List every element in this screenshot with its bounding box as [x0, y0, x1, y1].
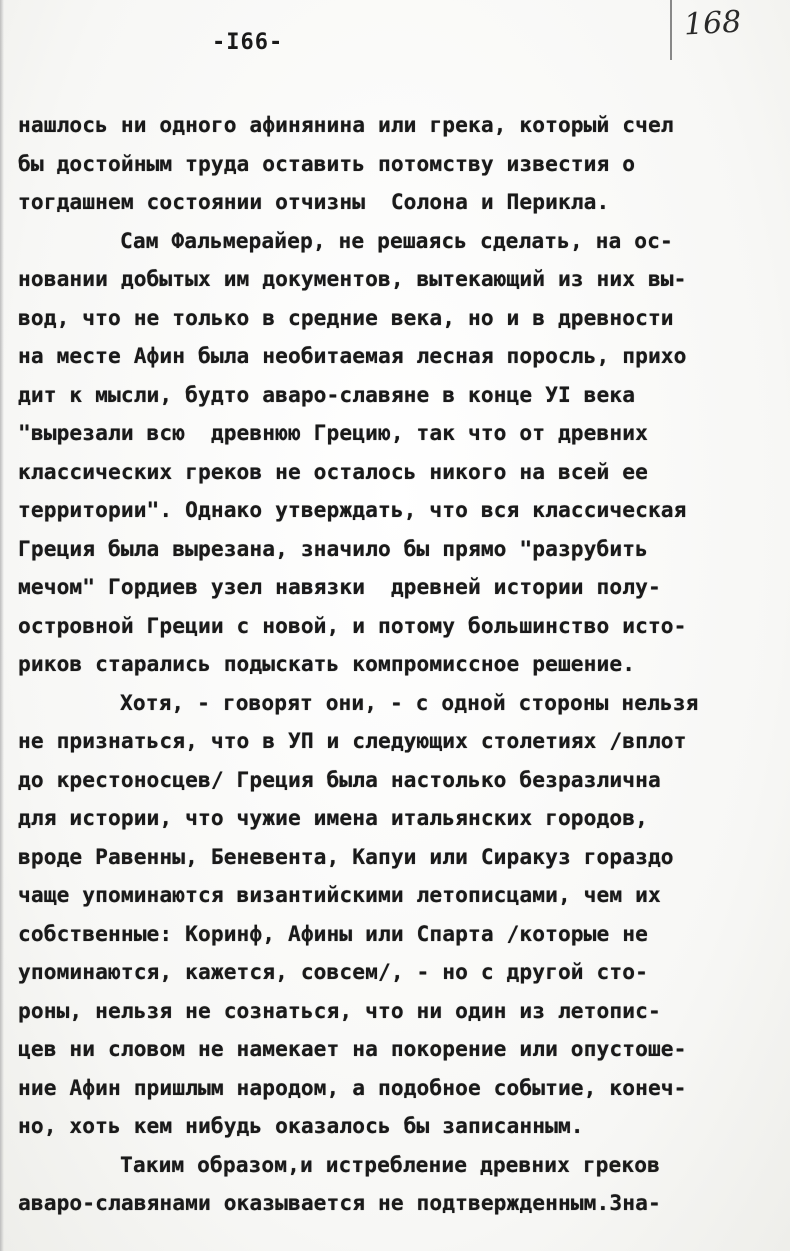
text-line: Греция была вырезана, значило бы прямо "разрубить — [18, 535, 648, 561]
text-line: бы достойным труда оставить потомству известия о — [18, 150, 636, 176]
text-line: на месте Афин была необитаемая лесная поросль, прихо — [18, 343, 687, 368]
text-line: ние Афин пришлым народом, а подобное событие, конеч- — [18, 1074, 687, 1100]
text-line: риков старались подыскать компромиссное решение. — [18, 651, 636, 676]
text-line: островной Греции с новой, и потому большинство исто- — [18, 612, 687, 638]
paragraph-start-line: Сам Фальмерайер, не решаясь сделать, на ос- — [120, 227, 673, 253]
text-line: тогдашнем состоянии отчизны Солона и Перикла. — [18, 189, 610, 214]
text-line: нашлось ни одного афинянина или грека, который счел — [18, 112, 674, 137]
body-text — [18, 106, 790, 1223]
archive-handwritten-number: 168 — [683, 4, 743, 43]
text-line: аваро-славянами оказывается не подтвержденным.Зна- — [18, 1190, 661, 1215]
text-line: до крестоносцев/ Греция была настолько безразлична — [18, 766, 661, 792]
text-line: дит к мысли, будто аваро-славяне в конце УI века — [18, 381, 636, 407]
paragraph-start-line: Таким образом,и истребление древних греков — [120, 1151, 660, 1177]
text-line: не признаться, что в УП и следующих столетиях /вплот — [18, 728, 687, 753]
text-line: цев ни словом не намекает на покорение или опустоше- — [18, 1036, 687, 1061]
text-line: роны, нельзя не сознаться, что ни один из летопис- — [18, 997, 661, 1023]
text-line: чаще упоминаются византийскими летописцами, чем их — [18, 882, 661, 907]
text-line: для истории, что чужие имена итальянских городов, — [18, 805, 648, 830]
page-edge-shadow — [0, 0, 4, 1251]
text-line: собственные: Коринф, Афины или Спарта /которые не — [18, 920, 648, 946]
text-line: "вырезали всю древнюю Грецию, так что от древних — [18, 420, 648, 445]
text-line: вроде Равенны, Беневента, Капуи или Сиракуз гораздо — [18, 843, 674, 869]
text-line: но, хоть кем нибудь оказалось бы записанным. — [18, 1113, 584, 1138]
archive-margin-mark — [670, 0, 672, 60]
text-line: новании добытых им документов, вытекающий из них вы- — [18, 266, 687, 291]
text-line: мечом" Гордиев узел навязки древней истории полу- — [18, 574, 661, 599]
text-line: территории". Однако утверждать, что вся классическая — [18, 497, 687, 522]
paragraph-start-line: Хотя, - говорят они, - с одной стороны нельзя — [120, 689, 699, 715]
text-line: упоминаются, кажется, совсем/, - но с другой сто- — [18, 959, 648, 984]
text-line: классических греков не осталось никого на всей ее — [18, 458, 648, 484]
page-number: -I66- — [212, 30, 284, 55]
text-line: вод, что не только в средние века, но и в древности — [18, 304, 674, 330]
